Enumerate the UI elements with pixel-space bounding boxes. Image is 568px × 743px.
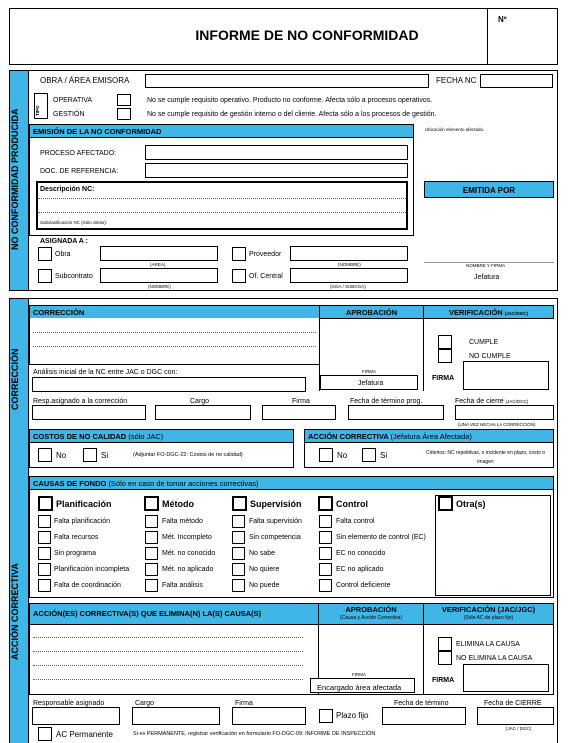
verif2-divider — [423, 624, 424, 695]
causa-label: Sin elemento de control (EC) — [336, 534, 426, 541]
section1-side-label: NO CONFORMIDAD PRODUCIDA — [10, 108, 20, 250]
causa-checkbox[interactable] — [145, 563, 158, 576]
doc-ref-field[interactable] — [145, 163, 408, 178]
subcontrato-caption: (NOMBRE) — [148, 284, 171, 289]
analisis-label: Análisis inicial de la NC entre JAC o DGC con: — [33, 369, 178, 376]
cumple-label: CUMPLE — [469, 339, 499, 346]
encargado-label: Encargado área afectada — [317, 683, 402, 692]
causa-checkbox[interactable] — [145, 547, 158, 560]
verificacion-sub: (JAC/DGC) — [504, 311, 529, 316]
obra-checkbox[interactable] — [38, 247, 52, 261]
control-label: Control — [336, 499, 368, 509]
causa-checkbox[interactable] — [145, 579, 158, 592]
accion-no-label: No — [337, 451, 348, 460]
firma4-field[interactable] — [232, 707, 306, 725]
aprobacion-header: APROBACIÓN — [319, 305, 424, 319]
causa-checkbox[interactable] — [319, 563, 332, 576]
causas-header — [29, 476, 554, 490]
causa-label: Falta de coordinación — [54, 582, 121, 589]
fecha-cierre-note: (UNA VEZ HECHA LA CORRECCION) — [458, 422, 536, 427]
subcontrato-label: Subcontrato — [55, 273, 93, 280]
no-cumple-checkbox[interactable] — [438, 349, 452, 363]
causa-checkbox[interactable] — [38, 563, 51, 576]
emitida-header: EMITIDA POR — [424, 181, 554, 198]
fecha-cierre2-field[interactable] — [477, 707, 554, 725]
supervision-label: Supervisión — [250, 499, 302, 509]
causa-label: Sin competencia — [249, 534, 301, 541]
aprob-jefatura: Jefatura — [358, 380, 384, 387]
elimina-checkbox[interactable] — [438, 637, 452, 651]
obra-field[interactable] — [145, 74, 429, 88]
resp-label: Resp.asignado a la corrección — [33, 398, 128, 405]
fecha-term2-label: Fecha de término — [394, 700, 449, 707]
doc-ref-label: DOC. DE REFERENCIA: — [40, 168, 119, 175]
proveedor-caption: (NOMBRE) — [338, 262, 361, 267]
of-central-checkbox[interactable] — [232, 269, 246, 283]
causa-label: Falta análisis — [162, 582, 203, 589]
causa-label: Falta método — [162, 518, 203, 525]
adjuntar-note: (Adjuntar FO-DGC-22: Costos de no calidad) — [133, 452, 243, 458]
causa-label: Mét. no aplicado — [162, 566, 214, 573]
accion-title: ACCIÓN CORRECTIVA — [308, 432, 389, 441]
otra-label: Otra(s) — [456, 499, 486, 509]
accion-sub: (Jefatura Área Afectada) — [390, 432, 472, 441]
correccion-area[interactable] — [29, 318, 320, 365]
causa-checkbox[interactable] — [232, 531, 245, 544]
causa-label: Mét. Incompleto — [162, 534, 212, 541]
acciones-line — [33, 679, 303, 680]
causa-checkbox[interactable] — [232, 579, 245, 592]
cargo2-label: Cargo — [135, 700, 155, 707]
fecha-nc-label: FECHA NC — [436, 76, 477, 85]
correccion-header: CORRECCIÓN — [29, 305, 320, 319]
plazo-checkbox[interactable] — [319, 709, 333, 723]
aprob2-title: APROBACIÓN — [345, 605, 397, 614]
descripcion-line — [38, 212, 406, 213]
fecha-term2-field[interactable] — [382, 707, 466, 725]
of-central-field[interactable] — [290, 268, 408, 283]
planificacion-checkbox[interactable] — [38, 496, 53, 511]
metodo-checkbox[interactable] — [144, 496, 159, 511]
causa-checkbox[interactable] — [145, 531, 158, 544]
obra-label: OBRA / ÁREA EMISORA — [40, 76, 130, 85]
fecha-term-label: Fecha de término prog. — [350, 398, 423, 405]
area-caption: (AREA) — [150, 262, 166, 267]
form-title: INFORME DE NO CONFORMIDAD — [195, 27, 419, 43]
cargo-field[interactable] — [155, 405, 251, 420]
cumple-checkbox[interactable] — [438, 335, 452, 349]
fecha-cierre2-label: Fecha de CIERRE — [484, 700, 542, 707]
operativa-label: OPERATIVA — [53, 97, 93, 104]
fecha-cierre-sub: (JAC/DGC) — [505, 399, 529, 404]
fecha-cierre-field[interactable] — [455, 405, 554, 420]
causa-label: Falta control — [336, 518, 375, 525]
planificacion-label: Planificación — [56, 499, 112, 509]
metodo-label: Método — [162, 499, 194, 509]
jefatura-label: Jefatura — [474, 274, 500, 281]
causa-checkbox[interactable] — [319, 579, 332, 592]
verificacion-header — [423, 305, 554, 319]
proceso-field[interactable] — [145, 145, 408, 160]
costos-si-label: Si — [101, 451, 109, 460]
ac-permanente-checkbox[interactable] — [38, 727, 52, 741]
costos-header — [29, 429, 294, 443]
cargo2-field[interactable] — [132, 707, 220, 725]
causa-label: Mét. no conocido — [162, 550, 216, 557]
fecha-term-field[interactable] — [348, 405, 444, 420]
obra-check-label: Obra — [55, 251, 71, 258]
resp2-label: Responsable asignado — [33, 700, 105, 707]
permanente-note: Si es PERMANENTE, registrar verificación en formulario FO-DGC-09: INFORME DE INSPECCIÓN — [133, 731, 376, 737]
acciones-line — [33, 651, 303, 652]
gestion-desc: No se cumple requisito de gestión interno o del cliente. Afecta sólo a los procesos de gestión. — [147, 111, 437, 118]
causa-checkbox[interactable] — [38, 547, 51, 560]
acciones-line — [33, 665, 303, 666]
analisis-field[interactable] — [32, 377, 306, 392]
nombre-firma-caption: NOMBRE Y FIRMA — [466, 263, 506, 268]
asignada-label: ASIGNADA A : — [40, 238, 88, 245]
costos-sub: (sólo JAC) — [128, 432, 164, 441]
causa-label: Control deficiente — [336, 582, 391, 589]
subcontrato-field[interactable] — [100, 268, 218, 283]
number-label: Nº — [498, 15, 507, 24]
causas-sub: (Sólo en caso de tomar acciones correctivas) — [108, 479, 259, 488]
gestion-label: GESTIÓN — [53, 111, 85, 118]
descripcion-line — [38, 198, 406, 199]
causa-checkbox[interactable] — [38, 515, 51, 528]
area-field[interactable] — [100, 246, 218, 261]
accion-header — [304, 429, 554, 443]
resp-field[interactable] — [32, 405, 146, 420]
resp2-field[interactable] — [32, 707, 120, 725]
accion-side-label: ACCIÓN CORRECTIVA — [10, 563, 20, 660]
accion-no-checkbox[interactable] — [319, 448, 333, 462]
aprob2-header — [318, 603, 424, 625]
acciones-line — [33, 637, 303, 638]
costos-no-checkbox[interactable] — [38, 448, 52, 462]
causa-checkbox[interactable] — [319, 515, 332, 528]
causa-checkbox[interactable] — [38, 579, 51, 592]
causa-checkbox[interactable] — [232, 547, 245, 560]
verif-divider — [423, 318, 424, 391]
causa-checkbox[interactable] — [319, 531, 332, 544]
causa-checkbox[interactable] — [232, 563, 245, 576]
otra-field[interactable] — [435, 495, 551, 596]
firma2-label: Firma — [292, 398, 310, 405]
tipo-label: TIPO — [35, 105, 40, 116]
proveedor-checkbox[interactable] — [232, 247, 246, 261]
causa-label: Planificación incompleta — [54, 566, 130, 573]
causa-label: Falta planificación — [54, 518, 111, 525]
no-cumple-label: NO CUMPLE — [469, 353, 511, 360]
causa-label: Falta recursos — [54, 534, 99, 541]
operativa-checkbox[interactable] — [117, 94, 131, 106]
aprob2-sub: (Causa y Acción Correctiva) — [340, 614, 402, 621]
no-elimina-checkbox[interactable] — [438, 651, 452, 665]
firma-small2-label: FIRMA — [352, 672, 366, 677]
accion-si-checkbox[interactable] — [362, 448, 376, 462]
causa-label: EC no conocido — [336, 550, 386, 557]
costos-si-checkbox[interactable] — [83, 448, 97, 462]
causa-label: Falta supervisión — [249, 518, 302, 525]
emision-header: EMISIÓN DE LA NO CONFORMIDAD — [29, 124, 414, 138]
of-central-caption: (GGA / SUBGGA) — [330, 284, 366, 289]
fecha-nc-field[interactable] — [480, 74, 553, 88]
proveedor-label: Proveedor — [249, 251, 282, 258]
verif2-firma-label: FIRMA — [432, 677, 455, 684]
gestion-checkbox[interactable] — [117, 108, 131, 120]
verif-firma-label: FIRMA — [432, 375, 455, 382]
firma2-field[interactable] — [262, 405, 336, 420]
correccion-line — [33, 332, 316, 333]
fecha-cierre-text: Fecha de cierre — [455, 398, 504, 405]
causa-checkbox[interactable] — [232, 515, 245, 528]
causas-title: CAUSAS DE FONDO — [33, 479, 107, 488]
descripcion-label: Descripción NC: — [40, 186, 95, 193]
causa-checkbox[interactable] — [145, 515, 158, 528]
verif-firma-field[interactable] — [463, 361, 549, 390]
subcontrato-checkbox[interactable] — [38, 269, 52, 283]
cargo-label: Cargo — [190, 398, 210, 405]
firma4-label: Firma — [235, 700, 253, 707]
verif2-title: VERIFICACIÓN (JAC/JGC) — [441, 605, 536, 614]
accion-si-label: Si — [380, 451, 388, 460]
control-checkbox[interactable] — [318, 496, 333, 511]
ac-permanente-label: AC Permanente — [56, 730, 113, 739]
of-central-label: Of. Central — [249, 273, 283, 280]
causa-label: No sabe — [249, 550, 276, 557]
costos-title: COSTOS DE NO CALIDAD — [33, 432, 127, 441]
ubicacion-label: Ubicación elemento afectado. — [425, 127, 485, 132]
criterios-note: Criterios: NC repetitivas, o incidente en plazo, costo o imagen — [426, 450, 545, 465]
proceso-label: PROCESO AFECTADO: — [40, 150, 117, 157]
fecha-cierre-label — [455, 398, 528, 405]
fecha-cierre2-sub: (JAC / DGC) — [506, 726, 532, 731]
elimina-label: ELIMINA LA CAUSA — [456, 641, 520, 648]
plazo-label: Plazo fijo — [336, 711, 369, 720]
causa-checkbox[interactable] — [38, 531, 51, 544]
verificacion-title: VERIFICACIÓN — [448, 308, 503, 317]
supervision-checkbox[interactable] — [232, 496, 247, 511]
verif2-firma-field[interactable] — [463, 664, 549, 692]
no-elimina-label: NO ELIMINA LA CAUSA — [456, 655, 533, 662]
firma-small-label: FIRMA — [362, 369, 376, 374]
causa-label: EC no aplicado — [336, 566, 384, 573]
causa-checkbox[interactable] — [319, 547, 332, 560]
verif2-sub: (Sólo AC de plazo fijo) — [463, 614, 514, 621]
proveedor-field[interactable] — [290, 246, 408, 261]
causa-label: Sin programa — [54, 550, 97, 557]
subclasificacion-label: Subclasificación NC (Sólo obras): — [40, 220, 108, 225]
correccion-side-label: CORRECCIÓN — [10, 348, 20, 410]
costos-no-label: No — [56, 451, 67, 460]
causa-label: No puede — [249, 582, 280, 589]
operativa-desc: No se cumple requisito operativo. Producto no conforme. Afecta sólo a procesos operativos. — [147, 97, 433, 104]
verif2-header — [423, 603, 554, 625]
causa-label: No quiere — [249, 566, 280, 573]
acciones-header: ACCIÓN(ES) CORRECTIVA(S) QUE ELIMINA(N) LA(S) CAUSA(S) — [29, 603, 319, 625]
correccion-line — [33, 346, 316, 347]
